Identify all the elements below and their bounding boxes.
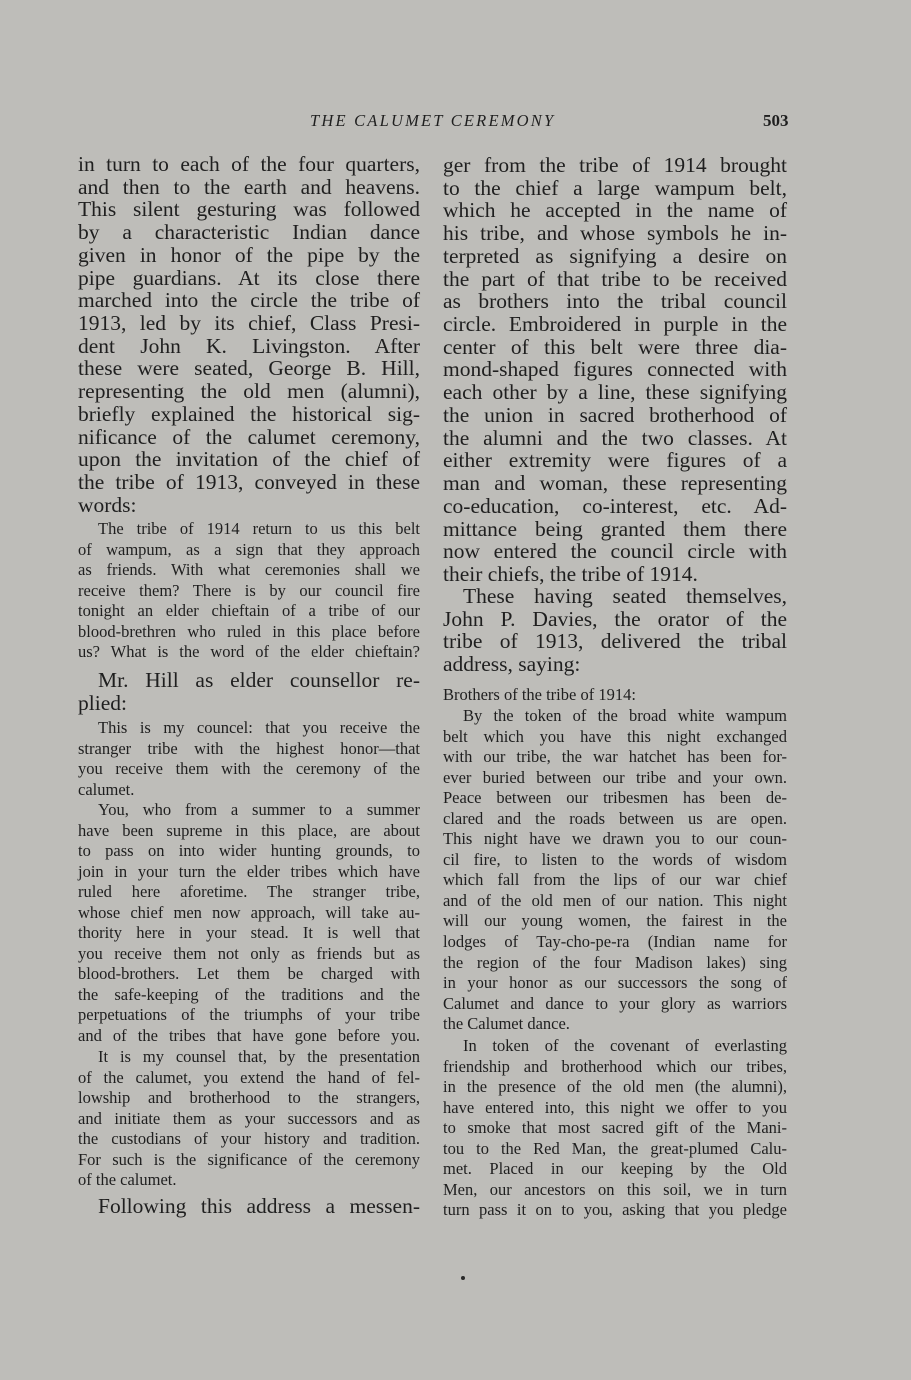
text-line: Mr. Hill as elder counsellor re- bbox=[98, 668, 420, 692]
text-line: ruled here aforetime. The stranger tribe, bbox=[78, 882, 420, 902]
paragraph bbox=[78, 669, 420, 714]
text-line: terpreted as signifying a desire on bbox=[443, 243, 787, 268]
text-line: whose chief men now approach, will take au- bbox=[78, 902, 420, 922]
text-line: Men, our ancestors on this soil, we in turn bbox=[443, 1179, 787, 1199]
text-line: which fall from the lips of our war chief bbox=[443, 870, 787, 890]
text-line: perpetuations of the triumphs of your tribe bbox=[78, 1005, 420, 1025]
text-line: Brothers of the tribe of 1914: bbox=[443, 685, 636, 704]
text-line: center of this belt were three dia- bbox=[443, 334, 787, 359]
text-line: as friends. With what ceremonies shall we bbox=[78, 560, 420, 580]
text-line: tonight an elder chieftain of a tribe of our bbox=[78, 601, 420, 621]
text-line: plied: bbox=[78, 690, 127, 715]
text-line: address, saying: bbox=[443, 652, 581, 677]
text-line: by a characteristic Indian dance bbox=[78, 220, 420, 245]
text-line: The tribe of 1914 return to us this belt bbox=[98, 519, 420, 538]
address-salutation bbox=[443, 685, 787, 706]
text-line: turn pass it on to you, asking that you pledge bbox=[443, 1200, 787, 1220]
text-line: words: bbox=[78, 492, 137, 517]
text-line: For such is the significance of the ceremony bbox=[78, 1149, 420, 1169]
text-line: you receive them not only as friends but as bbox=[78, 943, 420, 963]
text-line: met. Placed in our keeping by the Old bbox=[443, 1159, 787, 1179]
text-line: and initiate them as your successors and as bbox=[78, 1108, 420, 1128]
text-line: mittance being granted them there bbox=[443, 516, 787, 541]
quoted-paragraph bbox=[78, 800, 420, 1047]
text-line: to smoke that most sacred gift of the Mani- bbox=[443, 1118, 787, 1138]
text-line: the alumni and the two classes. At bbox=[443, 425, 787, 450]
text-line: the custodians of your history and tradition. bbox=[78, 1129, 420, 1149]
text-line: man and woman, these representing bbox=[443, 471, 787, 496]
text-line: these were seated, George B. Hill, bbox=[78, 356, 420, 381]
text-line: their chiefs, the tribe of 1914. bbox=[443, 561, 698, 586]
text-line: briefly explained the historical sig- bbox=[78, 401, 420, 426]
text-line: either extremity were figures of a bbox=[443, 448, 787, 473]
text-line: and of the tribes that have gone before you. bbox=[78, 1026, 420, 1046]
text-line: of the calumet. bbox=[78, 1170, 177, 1190]
text-line: now entered the council circle with bbox=[443, 539, 787, 564]
text-line: nificance of the calumet ceremony, bbox=[78, 424, 420, 449]
text-line: each other by a line, these signifying bbox=[443, 380, 787, 405]
text-line: By the token of the broad white wampum bbox=[463, 706, 787, 725]
text-line: the union in sacred brotherhood of bbox=[443, 402, 787, 427]
text-line: have entered into, this night we offer to you bbox=[443, 1097, 787, 1117]
text-line: pipe guardians. At its close there bbox=[78, 265, 420, 290]
quoted-paragraph bbox=[443, 1036, 787, 1221]
text-line: It is my counsel that, by the presentation bbox=[98, 1047, 420, 1066]
text-line: you receive them with the ceremony of the bbox=[78, 759, 420, 779]
text-line: the region of the four Madison lakes) sing bbox=[443, 952, 787, 972]
text-line: marched into the circle the tribe of bbox=[78, 288, 420, 313]
text-line: stranger tribe with the highest honor—that bbox=[78, 738, 420, 758]
paragraph bbox=[443, 154, 787, 586]
text-line: co-education, co-interest, etc. Ad- bbox=[443, 493, 787, 518]
text-line: friendship and brotherhood which our tribes, bbox=[443, 1056, 787, 1076]
text-line: This night have we drawn you to our coun- bbox=[443, 829, 787, 849]
text-line: and then to the earth and heavens. bbox=[78, 174, 420, 199]
text-line: the part of that tribe to be received bbox=[443, 266, 787, 291]
text-line: join in your turn the elder tribes which have bbox=[78, 861, 420, 881]
text-line: upon the invitation of the chief of bbox=[78, 447, 420, 472]
text-line: thority here in your stead. It is well that bbox=[78, 923, 420, 943]
text-line: Following this address a messen- bbox=[98, 1194, 420, 1218]
paragraph bbox=[78, 153, 420, 517]
text-line: representing the old men (alumni), bbox=[78, 379, 420, 404]
text-line: in the presence of the old men (the alumni), bbox=[443, 1077, 787, 1097]
text-line: lodges of Tay-cho-pe-ra (Indian name for bbox=[443, 932, 787, 952]
text-line: blood-brethren who ruled in this place before bbox=[78, 621, 420, 641]
text-line: of wampum, as a sign that they approach bbox=[78, 539, 420, 559]
text-line: the safe-keeping of the traditions and the bbox=[78, 984, 420, 1004]
text-line: belt which you have this night exchanged bbox=[443, 726, 787, 746]
text-line: circle. Embroidered in purple in the bbox=[443, 312, 787, 337]
text-line: lowship and brotherhood to the strangers, bbox=[78, 1088, 420, 1108]
text-line: the Calumet dance. bbox=[443, 1014, 570, 1034]
text-line: blood-brothers. Let them be charged with bbox=[78, 964, 420, 984]
text-line: with our tribe, the war hatchet has been for- bbox=[443, 747, 787, 767]
text-line: This silent gesturing was followed bbox=[78, 197, 420, 222]
quoted-paragraph bbox=[443, 706, 787, 1035]
text-line: tribe of 1913, delivered the tribal bbox=[443, 629, 787, 654]
text-line: as brothers into the tribal council bbox=[443, 289, 787, 314]
text-line: John P. Davies, the orator of the bbox=[443, 606, 787, 631]
page-number: 503 bbox=[763, 111, 789, 130]
text-line: cil fire, to listen to the words of wisdom bbox=[443, 849, 787, 869]
text-line: You, who from a summer to a summer bbox=[98, 800, 420, 819]
text-line: given in honor of the pipe by the bbox=[78, 242, 420, 267]
text-line: 1913, led by its chief, Class Presi- bbox=[78, 311, 420, 336]
text-line: to pass on into wider hunting grounds, to bbox=[78, 841, 420, 861]
text-line: calumet. bbox=[78, 779, 135, 799]
text-line: in turn to each of the four quarters, bbox=[78, 152, 420, 176]
text-line: Calumet and dance to your glory as warriors bbox=[443, 993, 787, 1013]
text-line: receive them? There is by our council fire bbox=[78, 580, 420, 600]
ink-speck bbox=[461, 1276, 465, 1280]
text-line: the tribe of 1913, conveyed in these bbox=[78, 470, 420, 495]
text-line: These having seated themselves, bbox=[463, 584, 787, 608]
text-line: his tribe, and whose symbols he in- bbox=[443, 221, 787, 246]
paragraph bbox=[443, 585, 787, 676]
text-line: in your honor as our successors the song of bbox=[443, 973, 787, 993]
text-line: In token of the covenant of everlasting bbox=[463, 1036, 787, 1055]
text-line: us? What is the word of the elder chieftain? bbox=[78, 642, 420, 662]
text-line: ger from the tribe of 1914 brought bbox=[443, 153, 787, 177]
text-line: clared and the roads between us are open. bbox=[443, 808, 787, 828]
paragraph bbox=[78, 1195, 420, 1218]
quoted-paragraph bbox=[78, 718, 420, 800]
text-line: have been supreme in this place, are about bbox=[78, 820, 420, 840]
text-line: mond-shaped figures connected with bbox=[443, 357, 787, 382]
quoted-paragraph bbox=[78, 1047, 420, 1191]
text-line: will our young women, the fairest in the bbox=[443, 911, 787, 931]
text-line: which he accepted in the name of bbox=[443, 198, 787, 223]
text-line: tou to the Red Man, the great-plumed Calu- bbox=[443, 1138, 787, 1158]
text-line: ever buried between our tribe and your own. bbox=[443, 767, 787, 787]
text-line: This is my councel: that you receive the bbox=[98, 718, 420, 737]
text-line: to the chief a large wampum belt, bbox=[443, 175, 787, 200]
text-line: Peace between our tribesmen has been de- bbox=[443, 788, 787, 808]
text-line: and of the old men of our nation. This night bbox=[443, 890, 787, 910]
text-line: of the calumet, you extend the hand of fel- bbox=[78, 1067, 420, 1087]
text-line: dent John K. Livingston. After bbox=[78, 333, 420, 358]
running-title: THE CALUMET CEREMONY bbox=[310, 111, 556, 130]
quoted-paragraph bbox=[78, 519, 420, 663]
